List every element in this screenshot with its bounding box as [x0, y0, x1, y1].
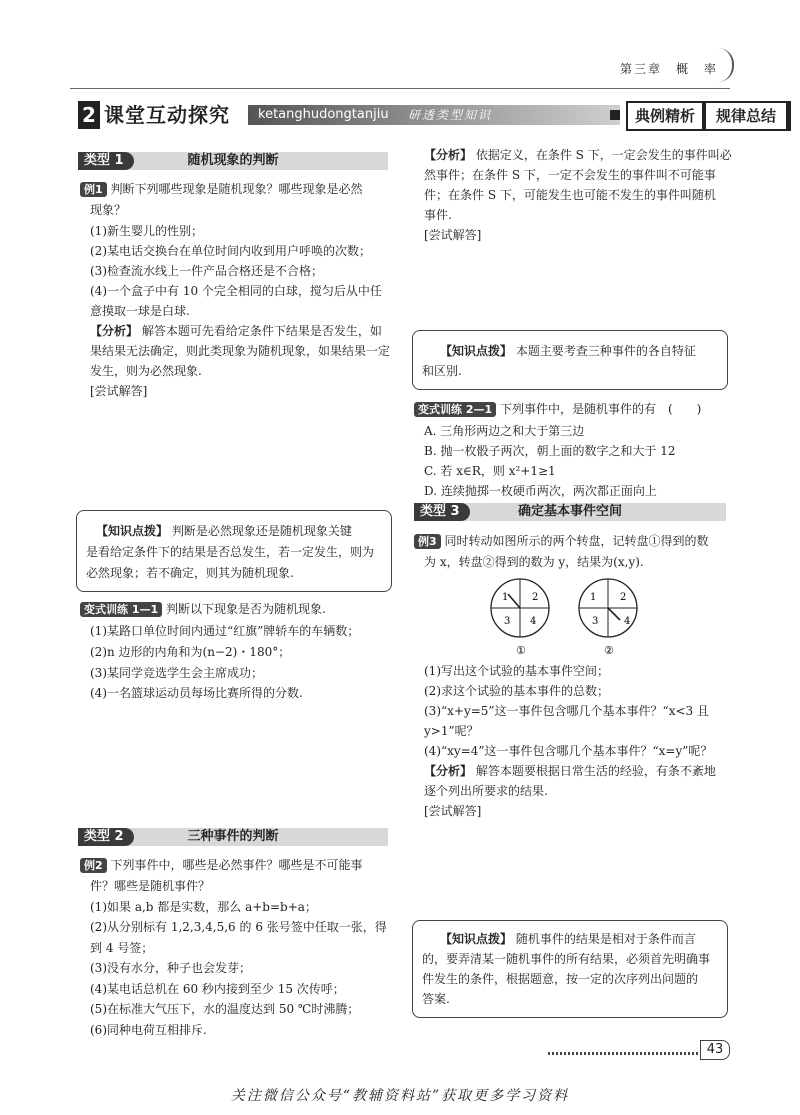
type2-tag-text: 类型 [84, 829, 111, 844]
spinner-2-num: 3 [592, 616, 599, 627]
example3-analysis [424, 764, 716, 778]
example3-line: 为 x，转盘②得到的数为 y，结果为(x,y). [424, 555, 644, 569]
type3-tag-num: 3 [450, 504, 460, 519]
example3-text: 同时转动如图所示的两个转盘，记转盘①得到的数 [444, 534, 709, 548]
spinner-2-label: ② [604, 644, 614, 657]
example2-line: (1)如果 a,b 都是实数，那么 a+b=b+a； [90, 900, 317, 914]
tip-text: 随机事件的结果是相对于条件而言 [515, 932, 696, 946]
spinner-2-num: 4 [624, 616, 631, 627]
example3-label: 例3 [414, 534, 441, 549]
example2-analysis [424, 148, 732, 162]
variant1-line [80, 602, 326, 617]
example1-analysis: 果结果无法确定，则此类现象为随机现象，如果结果一定 [90, 344, 391, 358]
example2-line: (4)某电话总机在 60 秒内接到至少 15 次传呼； [90, 982, 345, 996]
variant2-option: A. 三角形两边之和大于第三边 [424, 424, 585, 438]
footer-note: 关注微信公众号“教辅资料站”获取更多学习资料 [230, 1088, 570, 1104]
type2-tag [78, 828, 134, 846]
type1-tag [78, 152, 134, 170]
type1-tag-text: 类型 [84, 153, 111, 168]
analysis-label: 【分析】 [424, 764, 473, 778]
example2-analysis: 件；在条件 S 下，可能发生也可能不发生的事件叫随机 [424, 188, 716, 202]
spinner-1 [491, 579, 549, 657]
example2-analysis: 然事件；在条件 S 下，一定不会发生的事件叫不可能事 [424, 168, 716, 182]
type2-header [78, 828, 388, 846]
example3-question: (2)求这个试验的基本事件的总数； [424, 684, 609, 698]
example2-line: (2)从分别标有 1,2,3,4,5,6 的 6 张号签中任取一张，得 [90, 920, 387, 934]
tip-label: 【知识点拨】 [440, 344, 513, 358]
banner-number: 2 [78, 101, 100, 129]
banner-arrow-icon [610, 110, 620, 120]
example1-try-label: [尝试解答] [90, 384, 148, 398]
spinner-2 [579, 579, 637, 657]
example1-text: 判断下列哪些现象是随机现象？哪些现象是必然 [110, 182, 363, 196]
example1-line: 意摸取一球是白球. [90, 304, 190, 318]
example1-analysis: 发生，则为必然现象. [90, 364, 202, 378]
example1-line: (1)新生婴儿的性别； [90, 224, 203, 238]
type3-title: 确定基本事件空间 [517, 504, 622, 519]
variant1-line: (3)某同学竞选学生会主席成功； [90, 666, 263, 680]
example1-line [80, 182, 363, 197]
spinner-1-num: 1 [502, 592, 509, 603]
tip1-line: 是看给定条件下的结果是否总发生，若一定发生，则为 [86, 545, 375, 559]
variant1-label: 变式训练 1—1 [80, 602, 162, 617]
example2-line: (6)同种电荷互相排斥. [90, 1023, 207, 1037]
spinner-figure [480, 578, 660, 658]
type3-tag [414, 503, 470, 521]
analysis-text: 依据定义，在条件 S 下，一定会发生的事件叫必 [475, 148, 732, 162]
variant2-line [414, 402, 701, 417]
type1-title: 随机现象的判断 [187, 153, 279, 168]
example2-line: (3)没有水分，种子也会发芽； [90, 961, 251, 975]
spinner-1-num: 4 [530, 616, 537, 627]
example3-question: (3)“x+y=5”这一事件包含哪几个基本事件？“x<3 且 [424, 704, 709, 718]
example2-analysis: 事件. [424, 208, 452, 222]
spinner-2-num: 1 [590, 592, 597, 603]
example3-question: (1)写出这个试验的基本事件空间； [424, 664, 609, 678]
example2-line: 件？哪些是随机事件？ [90, 879, 211, 893]
running-header: 第三章 概 率 [619, 62, 718, 76]
tip2-line [440, 344, 696, 358]
variant1-line: (4)一名篮球运动员每场比赛所得的分数. [90, 686, 303, 700]
section-banner [78, 101, 776, 131]
variant2-option: B. 抛一枚骰子两次，朝上面的数字之和大于 12 [424, 444, 676, 458]
example3-line [414, 534, 709, 549]
analysis-label: 【分析】 [424, 148, 473, 162]
variant2-option: D. 连续抛掷一枚硬币两次，两次都正面向上 [424, 484, 657, 498]
banner-box-examples: 典例精析 [626, 101, 704, 131]
spinner-1-num: 2 [532, 592, 539, 603]
example2-line [80, 858, 363, 873]
example2-label: 例2 [80, 858, 107, 873]
spinner-1-label: ① [516, 644, 526, 657]
spinner-1-num: 3 [504, 616, 511, 627]
example3-question: y>1”呢？ [424, 724, 479, 738]
banner-subtitle: 研透类型知识 [408, 108, 493, 122]
tip3-line: 件发生的条件，根据题意，按一定的次序列出问题的 [422, 972, 699, 986]
type1-header [78, 152, 388, 170]
variant1-text: 判断以下现象是否为随机现象. [165, 602, 326, 616]
spinner-1-pointer-icon [508, 594, 520, 608]
tip-label: 【知识点拨】 [96, 524, 169, 538]
tip2-line: 和区别. [422, 364, 462, 378]
variant1-line: (2)n 边形的内角和为(n−2)・180°； [90, 645, 291, 659]
type1-tag-num: 1 [114, 153, 124, 168]
example1-line: (3)检查流水线上一件产品合格还是不合格； [90, 264, 323, 278]
tip1-line [96, 524, 352, 538]
tip-box-2 [412, 330, 728, 390]
banner-pinyin: ketanghudongtanjiu [258, 107, 389, 122]
analysis-text: 解答本题可先看给定条件下结果是否发生，如 [141, 324, 382, 338]
type2-tag-num: 2 [114, 829, 124, 844]
type2-title: 三种事件的判断 [187, 829, 279, 844]
tip-label: 【知识点拨】 [440, 932, 513, 946]
variant1-line: (1)某路口单位时间内通过“红旗”牌轿车的车辆数； [90, 624, 360, 638]
analysis-text: 解答本题要根据日常生活的经验，有条不紊地 [475, 764, 716, 778]
example3-try-label: [尝试解答] [424, 804, 482, 818]
example1-line: (2)某电话交换台在单位时间内收到用户呼唤的次数； [90, 244, 372, 258]
tip3-line: 答案. [422, 992, 450, 1006]
example3-analysis: 逐个列出所要求的结果. [424, 784, 548, 798]
analysis-label: 【分析】 [90, 324, 139, 338]
header-bracket [718, 48, 734, 82]
example1-line: 现象？ [90, 203, 127, 217]
tip-text: 判断是必然现象还是随机现象关键 [171, 524, 352, 538]
type3-header [414, 503, 726, 521]
spinner-2-pointer-icon [608, 608, 620, 620]
type3-tag-text: 类型 [420, 504, 447, 519]
example1-line: (4)一个盒子中有 10 个完全相同的白球，搅匀后从中任 [90, 284, 382, 298]
tip3-line: 的，要弄清某一随机事件的所有结果，必须首先明确事 [422, 952, 711, 966]
example2-line: (5)在标准大气压下，水的温度达到 50 ℃时沸腾； [90, 1002, 360, 1016]
spinner-2-num: 2 [620, 592, 627, 603]
tip1-line: 必然现象；若不确定，则其为随机现象. [86, 566, 294, 580]
variant2-label: 变式训练 2—1 [414, 402, 496, 417]
example3-question: (4)“xy=4”这一事件包含哪几个基本事件？“x=y”呢？ [424, 744, 713, 758]
tip3-line [440, 932, 696, 946]
footer-rule [548, 1052, 698, 1055]
banner-title: 课堂互动探究 [104, 103, 230, 127]
variant2-option: C. 若 x∈R，则 x²+1≥1 [424, 464, 556, 478]
example2-line: 到 4 号签； [90, 941, 154, 955]
variant2-text: 下列事件中，是随机事件的有 ( ) [499, 402, 702, 416]
page-number: 43 [700, 1040, 730, 1060]
example2-try-label: [尝试解答] [424, 228, 482, 242]
tip-text: 本题主要考查三种事件的各自特征 [515, 344, 696, 358]
banner-box-summary: 规律总结 [704, 101, 791, 131]
example2-text: 下列事件中，哪些是必然事件？哪些是不可能事 [110, 858, 363, 872]
example1-analysis [90, 324, 382, 338]
header-rule [70, 88, 730, 89]
example1-label: 例1 [80, 182, 107, 197]
